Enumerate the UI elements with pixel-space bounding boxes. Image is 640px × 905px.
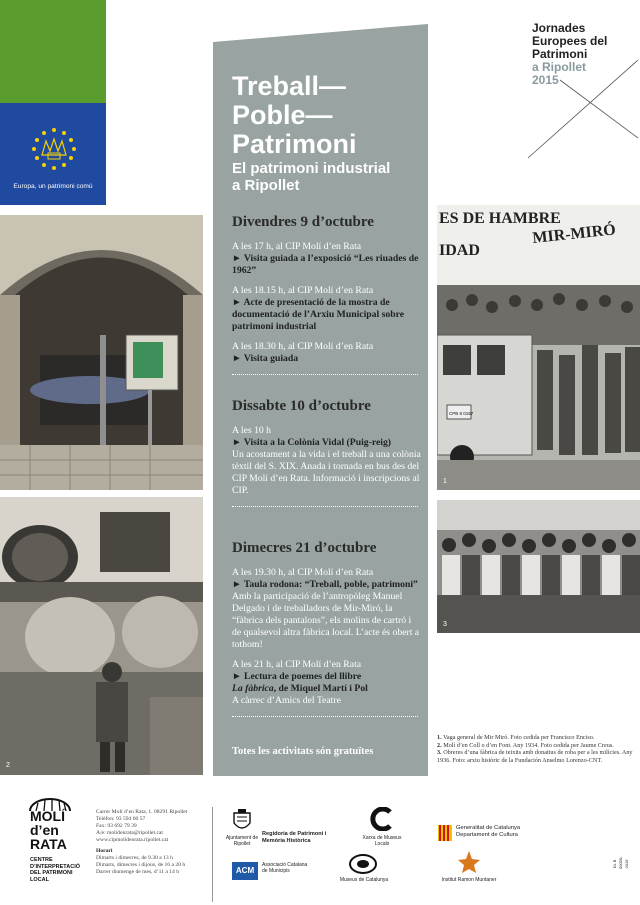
jornades-year: 2015 bbox=[532, 73, 559, 87]
logo-line: d’en bbox=[30, 822, 59, 838]
contact-web[interactable]: www.cipmolidenrata.ripollet.cat bbox=[96, 837, 169, 843]
entry-activity: ► Visita guiada a l’exposició “Les riuades de 1962” bbox=[232, 253, 419, 276]
logo-line: MOLÍ bbox=[30, 808, 65, 824]
photo-number: 2 bbox=[6, 762, 10, 769]
museus-logo-icon bbox=[348, 853, 378, 875]
program-entry bbox=[232, 285, 422, 333]
footer-divider bbox=[212, 807, 213, 902]
contact-info bbox=[96, 809, 206, 876]
photo-workers bbox=[437, 500, 640, 633]
entry-activity: ► Visita guiada bbox=[232, 353, 299, 364]
program-entry bbox=[232, 425, 422, 497]
generalitat-label: Generalitat de Catalunya Departament de Cultura bbox=[456, 825, 521, 838]
ramon-muntaner-label: Institut Ramon Muntaner bbox=[441, 877, 497, 883]
horari-line: Darrer diumenge de mes, d’11 a 14 h bbox=[96, 869, 180, 875]
program-entry bbox=[232, 341, 422, 365]
acm-logo: ACM bbox=[232, 862, 258, 880]
poster-title bbox=[232, 72, 357, 159]
entry-activity: ► Acte de presentació de la mostra de documentació de l’Arxiu Municipal sobre patrimoni industrial bbox=[232, 297, 405, 332]
caption-text: Molí d’en Coll o d’en Font. Any 1934. Foto cedida per Jaume Creus. bbox=[441, 741, 614, 749]
caption-item bbox=[437, 749, 637, 764]
caption-item bbox=[437, 742, 637, 750]
dotted-divider bbox=[232, 505, 418, 507]
logo-line: RATA bbox=[30, 836, 67, 852]
green-color-block bbox=[0, 0, 106, 103]
program-day bbox=[232, 540, 422, 717]
van-plate: CPB 8 0157 bbox=[449, 411, 474, 416]
xarxa-c-icon bbox=[370, 807, 394, 831]
program-day bbox=[232, 214, 422, 375]
entry-time: A les 17 h, al CIP Molí d’en Rata bbox=[232, 241, 362, 252]
horari-label: Horari bbox=[96, 848, 113, 854]
ajuntament-crest-icon bbox=[232, 809, 252, 833]
entry-activity: ► Visita a la Colònia Vidal (Puig-reig) bbox=[232, 437, 392, 448]
entry-time: A les 18.30 h, al CIP Molí d’en Rata bbox=[232, 341, 374, 352]
caption-number: 2. bbox=[437, 741, 442, 749]
photo-mill-interior bbox=[0, 215, 203, 490]
footer bbox=[0, 795, 640, 905]
caption-item bbox=[437, 734, 637, 742]
entry-activity: ► Taula rodona: “Treball, poble, patrimoni” bbox=[232, 579, 418, 590]
moli-coll-image bbox=[0, 497, 203, 775]
contact-address: Carrer Molí d’en Rata, 1. 08291 Ripollet bbox=[96, 809, 188, 815]
entry-time: A les 10 h bbox=[232, 425, 272, 436]
program-day bbox=[232, 398, 422, 507]
program-entry bbox=[232, 241, 422, 277]
banner-text: MIR-MIRÓ bbox=[531, 221, 617, 247]
banner-text: ES DE HAMBRE bbox=[439, 210, 561, 227]
book-title: La fàbrica bbox=[232, 683, 274, 694]
day-title: Dimecres 21 d’octubre bbox=[232, 540, 377, 556]
caption-text: Obreres d’una fàbrica de teixits amb donatius de roba per a les milícies. Any 1936. Foto: arxiu històric de la Fundación Anselmo Lorenzo-CNT. bbox=[437, 749, 633, 764]
xarxa-label: Xarxa de Museus Locals bbox=[362, 835, 402, 847]
entry-activity: ► Lectura de poemes del llibre bbox=[232, 671, 362, 682]
workers-image bbox=[437, 500, 640, 633]
subtitle-line: a Ripollet bbox=[232, 177, 300, 194]
caption-text: Vaga general de Mir Miró. Foto cedida per Francisco Enciso. bbox=[441, 734, 595, 741]
dotted-divider bbox=[232, 715, 418, 717]
jornades-line: Jornades bbox=[532, 21, 586, 35]
jornades-line: Patrimoni bbox=[532, 47, 588, 61]
entry-time: A les 18.15 h, al CIP Molí d’en Rata bbox=[232, 285, 374, 296]
photo-captions bbox=[437, 734, 637, 764]
day-title: Dissabte 10 d’octubre bbox=[232, 398, 371, 414]
photo-number: 3 bbox=[443, 621, 447, 628]
acm-label: Associació Catalana de Municipis bbox=[262, 862, 308, 874]
entry-description: Un acostament a la vida i el treball a una colònia tèxtil del S. XIX. Anada i tornada en bus des del CIP Molí d’en Rata. Informació i inscripcions al CIP. bbox=[232, 449, 421, 496]
mill-interior-image bbox=[0, 215, 203, 490]
program-entry bbox=[232, 659, 422, 707]
contact-email[interactable]: A/e: molidenrata@ripollet.cat bbox=[96, 830, 163, 836]
entry-book bbox=[232, 683, 422, 695]
title-line: Poble— bbox=[232, 100, 333, 130]
contact-phone: Telèfon: 93 594 60 57 bbox=[96, 816, 146, 822]
book-author: , de Miquel Martí i Pol bbox=[273, 683, 368, 694]
subtitle-line: El patrimoni industrial bbox=[232, 160, 391, 177]
horari-line: Dimarts i dimecres, de 9.30 a 13 h bbox=[96, 855, 173, 861]
free-activities-note: Totes les activitats són gratuïtes bbox=[232, 746, 374, 757]
dotted-divider bbox=[232, 373, 418, 375]
photo-strike bbox=[437, 205, 640, 490]
entry-time: A les 19.30 h, al CIP Molí d’en Rata bbox=[232, 567, 374, 578]
eu-heritage-block bbox=[0, 103, 106, 205]
eu-stars-icon bbox=[28, 125, 80, 173]
caption-number: 3. bbox=[437, 749, 442, 757]
photo-moli-coll bbox=[0, 497, 203, 775]
logo-subtitle: CENTRE D’INTERPRETACIÓ DEL PATRIMONI LOCAL bbox=[30, 857, 81, 883]
banner-text: IDAD bbox=[439, 242, 480, 259]
regidoria-label: Regidoria de Patrimoni i Memòria Històrica bbox=[262, 831, 327, 844]
day-title: Divendres 9 d’octubre bbox=[232, 214, 374, 230]
photo-number: 1 bbox=[443, 478, 447, 485]
moli-den-rata-logo bbox=[30, 809, 90, 883]
entry-description: Amb la participació de l’antropòleg Manuel Delgado i de treballadors de Mir-Miró, la “fàbrica dels pantalons”, els molins de cartró i de qualsevol altra fàbrica local. L’acte és obert a tothom! bbox=[232, 591, 420, 650]
entry-time: A les 21 h, al CIP Molí d’en Rata bbox=[232, 659, 362, 670]
ramon-muntaner-icon bbox=[458, 851, 480, 875]
poster-subtitle bbox=[232, 160, 422, 194]
generalitat-flag-icon bbox=[438, 825, 452, 841]
title-line: Patrimoni bbox=[232, 129, 357, 159]
entry-description: A càrrec d’Amics del Teatre bbox=[232, 695, 341, 706]
ajuntament-label: Ajuntament de Ripollet bbox=[225, 835, 259, 847]
strike-image bbox=[437, 205, 640, 490]
jornades-line: Europees del bbox=[532, 34, 608, 48]
museus-label: Museus de Catalunya bbox=[339, 877, 389, 883]
title-line: Treball— bbox=[232, 71, 347, 101]
program-entry bbox=[232, 567, 422, 651]
caption-number: 1. bbox=[437, 734, 442, 741]
jornades-heading bbox=[532, 22, 637, 87]
legal-deposit: DL B 00000-2015 bbox=[612, 856, 629, 869]
contact-fax: Fax: 93 692 79 39 bbox=[96, 823, 137, 829]
eu-caption: Europa, un patrimoni comú bbox=[13, 183, 93, 190]
jornades-line: a Ripollet bbox=[532, 60, 587, 74]
horari-line: Dimarts, dimecres i dijous, de 16 a 20 h bbox=[96, 862, 186, 868]
